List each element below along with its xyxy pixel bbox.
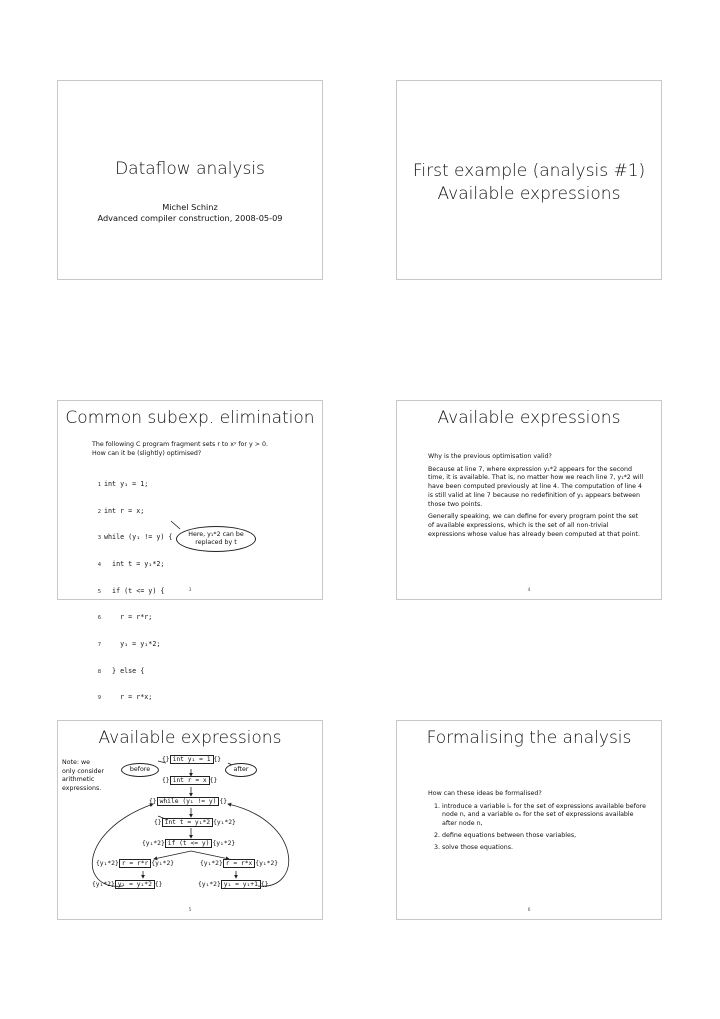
slide-1 — [57, 80, 323, 280]
paragraph-2: Generally speaking, we can define for every program point the set of available expressions, which is the set of all non-trivial expressions whose value has already been computed at that point. — [428, 513, 640, 538]
page-number: 4 — [527, 588, 531, 593]
page-number: 3 — [188, 588, 192, 593]
code-line: 7 y₁ = y₁*2; — [97, 640, 161, 649]
list-item: 1. introduce a variable iₙ for the set of expressions available before node n, and a variable oₙ for the set of expressions available after node n, — [442, 803, 648, 829]
callout-pointer — [58, 401, 324, 601]
list-item: 3. solve those equations. — [442, 844, 648, 853]
flow-node: {y₁*2} y₁ = y₁+1 {} — [198, 881, 269, 888]
slide-5 — [57, 720, 323, 920]
flow-node: {y₁*2} r = r*x {y₁*2} — [200, 860, 279, 867]
question: How can these ideas be formalised? — [428, 790, 542, 797]
slide-6 — [396, 720, 662, 920]
code-line: 5 if (t <= y) { — [97, 586, 165, 595]
flow-node: {} int t = y₁*2 {y₁*2} — [154, 819, 236, 826]
intro-line-2: How can it be (slightly) optimised? — [92, 450, 202, 457]
author: Michel Schinz — [162, 202, 218, 212]
note: Note: we only consider arithmetic expressions. — [62, 759, 105, 793]
callout-bubble: Here, y₁*2 can be replaced by t — [176, 526, 256, 552]
slide-body — [428, 453, 646, 543]
code-line: 6 r = r*r; — [97, 613, 153, 622]
flow-node: {y₁*2} y₁ = y₁*2 {} — [92, 881, 163, 888]
flow-node: {y₁*2} if (t <= y) {y₁*2} — [142, 840, 236, 847]
question: Why is the previous optimisation valid? — [428, 453, 552, 460]
slide-body — [428, 790, 648, 855]
slide-title: Dataflow analysis — [115, 159, 265, 179]
slide-title: Formalising the analysis — [426, 728, 632, 748]
code-line: 8 } else { — [97, 666, 145, 675]
slide-2 — [396, 80, 662, 280]
code-line: 4 int t = y₁*2; — [97, 559, 165, 568]
page-number: 5 — [188, 908, 192, 913]
code-line: 9 r = r*x; — [97, 693, 153, 702]
slide-title-line-2: Available expressions — [437, 184, 621, 204]
flow-node: {} while (y₁ != y) {} — [149, 798, 228, 805]
page-number: 6 — [527, 908, 531, 913]
slide-title: Available expressions — [98, 728, 282, 748]
flow-node: {} int r = x {} — [162, 777, 218, 784]
flow-node: {y₁*2} r = r*r {y₁*2} — [96, 860, 175, 867]
steps-list — [428, 803, 648, 853]
slide-3 — [57, 400, 323, 702]
paragraph-1: Because at line 7, where expression y₁*2 appears for the second time, it is available. That is, no matter how we reach line 7, y₁*2 will have been computed previously at line 4. The computation of line 4 is still valid at line 7 because no redefinition of y₁ appears between those two points. — [428, 465, 644, 508]
after-bubble: after — [225, 763, 257, 777]
slide-4 — [396, 400, 662, 600]
list-item: 2. define equations between those variables, — [442, 832, 648, 841]
code-line: 3 while (y₁ != y) { — [97, 533, 173, 542]
code-line: 2 int r = x; — [97, 506, 145, 515]
slide-title-line-1: First example (analysis #1) — [412, 161, 646, 181]
slide-title: Available expressions — [437, 408, 621, 428]
course: Advanced compiler construction, 2008-05-09 — [97, 213, 283, 223]
intro-line-1: The following C program fragment sets r to xʸ for y > 0. — [92, 441, 268, 448]
slide-title: Common subexp. elimination — [65, 408, 315, 428]
before-bubble: before — [121, 763, 159, 777]
code-line: 1 int y₁ = 1; — [97, 479, 149, 488]
flow-node: {} int y₁ = 1 {} — [162, 756, 222, 763]
